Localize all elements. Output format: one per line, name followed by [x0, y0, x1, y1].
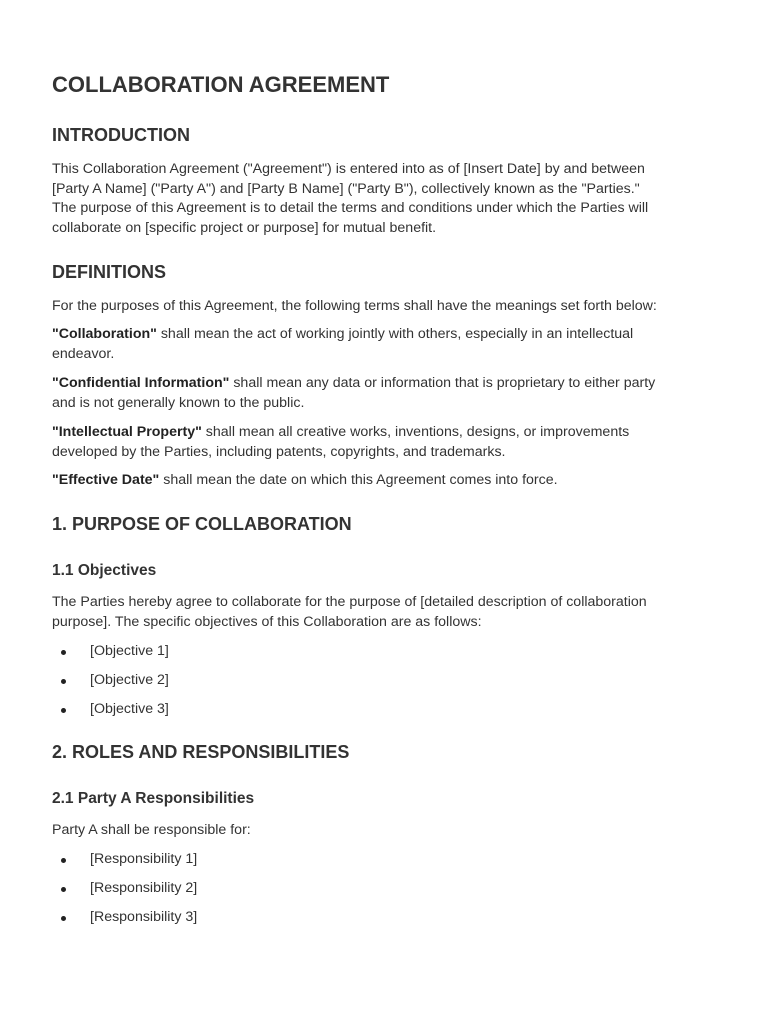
definition-intellectual-property — [52, 423, 722, 462]
bullet-icon — [61, 650, 66, 655]
introduction-line: The purpose of this Agreement is to detail the terms and conditions under which the Parties will — [52, 200, 649, 216]
introduction-line: [Party A Name] ("Party A") and [Party B Name] ("Party B"), collectively known as the "Parties." — [52, 180, 640, 197]
bullet-icon — [61, 679, 66, 684]
section-2-heading: 2. ROLES AND RESPONSIBILITIES — [52, 742, 350, 762]
bullet-icon — [61, 916, 66, 921]
definition-text: shall mean all creative works, inventions, designs, or improvements — [201, 424, 630, 440]
party-a-responsibilities-list — [52, 850, 197, 937]
list-item-text: [Responsibility 1] — [90, 851, 198, 867]
definition-confidential-information — [52, 374, 722, 413]
introduction-line: This Collaboration Agreement ("Agreement") is entered into as of [Insert Date] by and between — [52, 161, 645, 177]
list-item-text: [Objective 1] — [90, 643, 169, 659]
definitions-heading: DEFINITIONS — [52, 262, 167, 282]
introduction-paragraph — [52, 160, 722, 238]
list-item-text: [Objective 2] — [90, 672, 169, 688]
definitions-intro: For the purposes of this Agreement, the following terms shall have the meanings set forth below: — [52, 298, 657, 314]
list-item-text: [Responsibility 2] — [90, 880, 198, 896]
list-item — [52, 850, 197, 879]
objectives-line: purpose]. The specific objectives of this Collaboration are as follows: — [52, 613, 482, 630]
objectives-paragraph — [52, 593, 722, 632]
party-a-intro: Party A shall be responsible for: — [52, 822, 251, 838]
definition-effective-date — [52, 471, 722, 491]
definition-term: "Intellectual Property" — [52, 424, 202, 440]
definition-text: developed by the Parties, including patents, copyrights, and trademarks. — [52, 443, 506, 460]
introduction-line: collaborate on [specific project or purpose] for mutual benefit. — [52, 219, 437, 236]
objectives-line: The Parties hereby agree to collaborate for the purpose of [detailed description of collaboration — [52, 594, 647, 610]
document-title: COLLABORATION AGREEMENT — [52, 72, 390, 97]
list-item — [52, 700, 169, 729]
definition-term: "Collaboration" — [52, 326, 157, 342]
definition-text: shall mean the act of working jointly with others, especially in an intellectual — [156, 326, 634, 342]
definition-text: shall mean the date on which this Agreement comes into force. — [159, 472, 558, 488]
definition-text: shall mean any data or information that is proprietary to either party — [229, 375, 656, 391]
definition-term: "Effective Date" — [52, 472, 160, 488]
bullet-icon — [61, 887, 66, 892]
list-item — [52, 671, 169, 700]
definition-term: "Confidential Information" — [52, 375, 230, 391]
list-item — [52, 908, 197, 937]
list-item — [52, 642, 169, 671]
definition-text: endeavor. — [52, 345, 115, 362]
objectives-list — [52, 642, 169, 729]
definition-text: and is not generally known to the public. — [52, 394, 305, 411]
bullet-icon — [61, 858, 66, 863]
list-item-text: [Objective 3] — [90, 701, 169, 717]
section-1-1-heading: 1.1 Objectives — [52, 562, 157, 579]
introduction-heading: INTRODUCTION — [52, 125, 190, 145]
bullet-icon — [61, 708, 66, 713]
list-item — [52, 879, 197, 908]
section-2-1-heading: 2.1 Party A Responsibilities — [52, 790, 255, 807]
list-item-text: [Responsibility 3] — [90, 909, 198, 925]
definition-collaboration — [52, 325, 722, 364]
section-1-heading: 1. PURPOSE OF COLLABORATION — [52, 514, 352, 534]
